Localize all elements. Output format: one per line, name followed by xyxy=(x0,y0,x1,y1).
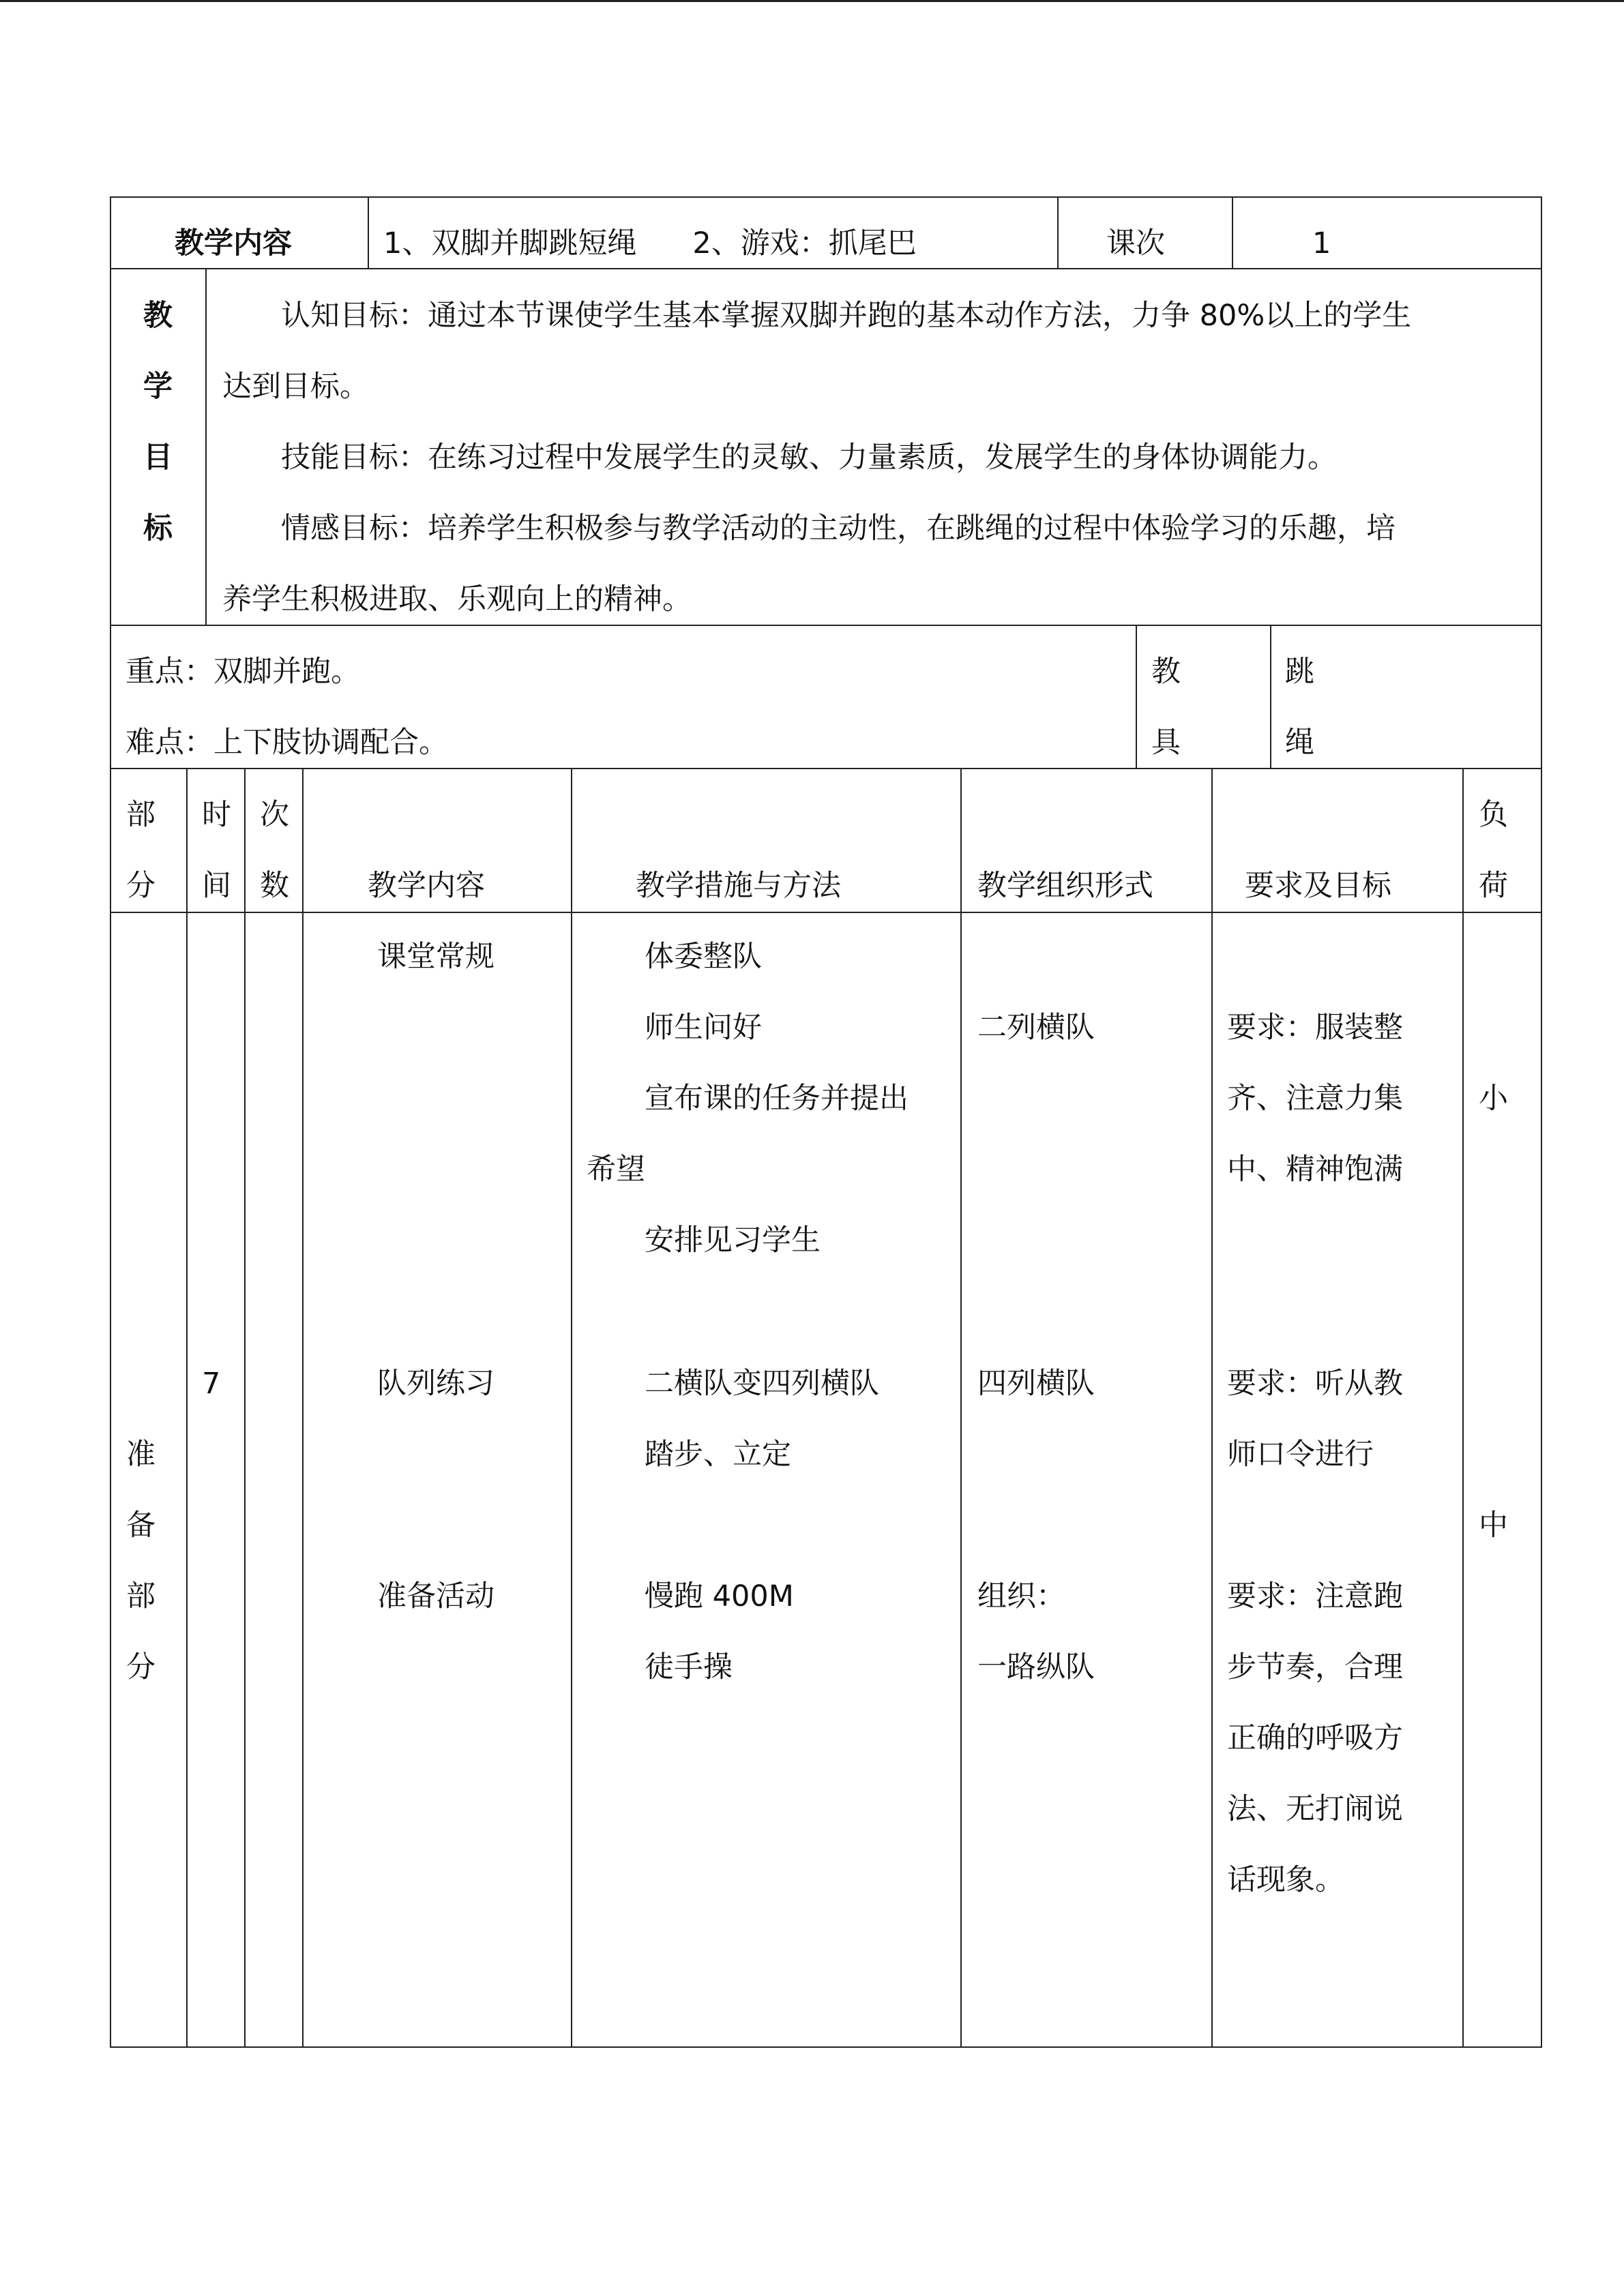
objective-line: 认知目标：通过本节课使学生基本掌握双脚并跑的基本动作方法，力争 80%以上的学生 xyxy=(281,299,1412,333)
rule xyxy=(110,196,1542,198)
rule xyxy=(1057,196,1059,269)
col-requirements: 要求及目标 xyxy=(1245,869,1391,903)
row-load: 中 xyxy=(1479,1508,1508,1542)
objectives-label-char: 教 xyxy=(143,299,173,333)
col-time-char: 时 xyxy=(202,798,231,832)
equipment-value-char: 绳 xyxy=(1285,726,1314,760)
section-part-char: 备 xyxy=(126,1508,156,1542)
row-requirement: 话现象。 xyxy=(1227,1863,1344,1897)
row-organization: 二列横队 xyxy=(977,1011,1095,1045)
col-methods: 教学措施与方法 xyxy=(636,869,841,903)
row-method: 二横队变四列横队 xyxy=(645,1367,879,1401)
rule xyxy=(205,268,207,625)
row-method: 体委整队 xyxy=(645,940,762,974)
row-method: 希望 xyxy=(587,1152,645,1187)
content-value: 1、双脚并脚跳短绳 2、游戏：抓尾巴 xyxy=(383,226,917,260)
content-label: 教学内容 xyxy=(175,226,292,260)
row-requirement: 师口令进行 xyxy=(1227,1437,1374,1472)
key-point: 重点：双脚并跑。 xyxy=(126,655,360,689)
equipment-label-char: 教 xyxy=(1151,655,1181,689)
col-part-char: 部 xyxy=(126,798,156,832)
section-part-char: 部 xyxy=(126,1579,156,1613)
row-method: 安排见习学生 xyxy=(645,1223,821,1257)
row-organization: 组织： xyxy=(977,1579,1065,1613)
rule xyxy=(1232,196,1233,269)
equipment-label-char: 具 xyxy=(1151,726,1181,760)
page-top-border xyxy=(0,0,1624,2)
section-time: 7 xyxy=(202,1367,221,1401)
row-requirement: 步节奏，合理 xyxy=(1227,1650,1403,1684)
row-content: 课堂常规 xyxy=(377,940,494,974)
objectives-label-char: 标 xyxy=(143,511,173,546)
objectives-label-char: 学 xyxy=(143,370,173,404)
rule xyxy=(244,768,246,2047)
row-requirement: 要求：听从教 xyxy=(1227,1367,1403,1401)
row-requirement: 正确的呼吸方 xyxy=(1227,1721,1403,1755)
section-part-char: 分 xyxy=(126,1650,156,1684)
objectives-label-char: 目 xyxy=(143,441,173,475)
objective-line: 达到目标。 xyxy=(222,370,369,404)
rule xyxy=(960,768,962,2047)
rule xyxy=(571,768,572,2047)
rule xyxy=(110,268,1542,269)
rule xyxy=(1270,625,1271,769)
rule xyxy=(186,768,188,2047)
rule xyxy=(1462,768,1464,2047)
section-part-char: 准 xyxy=(126,1437,156,1472)
row-method: 师生问好 xyxy=(645,1011,762,1045)
col-count-char: 次 xyxy=(260,798,289,832)
row-requirement: 要求：服装整 xyxy=(1227,1011,1403,1045)
row-requirement: 齐、注意力集 xyxy=(1227,1082,1403,1116)
rule xyxy=(110,912,1542,913)
row-method: 慢跑 400M xyxy=(645,1579,794,1613)
row-content: 准备活动 xyxy=(377,1579,494,1613)
rule xyxy=(110,768,1542,769)
col-content: 教学内容 xyxy=(368,869,485,903)
col-time-char: 间 xyxy=(202,869,231,903)
objective-line: 情感目标：培养学生积极参与教学活动的主动性，在跳绳的过程中体验学习的乐趣，培 xyxy=(281,511,1396,546)
row-method: 徒手操 xyxy=(645,1650,733,1684)
col-part-char: 分 xyxy=(126,869,156,903)
equipment-value-char: 跳 xyxy=(1285,655,1314,689)
row-method: 踏步、立定 xyxy=(645,1437,791,1472)
row-content: 队列练习 xyxy=(377,1367,494,1401)
rule xyxy=(110,2046,1542,2048)
rule xyxy=(302,768,304,2047)
row-load: 小 xyxy=(1479,1082,1508,1116)
rule xyxy=(110,196,111,2048)
lesson-value: 1 xyxy=(1312,226,1331,260)
objective-line: 技能目标：在练习过程中发展学生的灵敏、力量素质，发展学生的身体协调能力。 xyxy=(281,441,1337,475)
rule xyxy=(1136,625,1137,769)
col-organization: 教学组织形式 xyxy=(977,869,1153,903)
rule xyxy=(110,625,1542,626)
row-method: 宣布课的任务并提出 xyxy=(645,1082,909,1116)
col-load-char: 荷 xyxy=(1479,869,1508,903)
rule xyxy=(1211,768,1213,2047)
row-requirement: 中、精神饱满 xyxy=(1227,1152,1403,1187)
row-organization: 四列横队 xyxy=(977,1367,1095,1401)
row-requirement: 法、无打闹说 xyxy=(1227,1792,1403,1826)
col-load-char: 负 xyxy=(1479,798,1508,832)
objective-line: 养学生积极进取、乐观向上的精神。 xyxy=(222,582,692,616)
col-count-char: 数 xyxy=(260,869,289,903)
rule xyxy=(368,196,369,269)
row-requirement: 要求：注意跑 xyxy=(1227,1579,1403,1613)
lesson-label: 课次 xyxy=(1106,226,1165,260)
row-organization: 一路纵队 xyxy=(977,1650,1095,1684)
rule xyxy=(1541,196,1542,2048)
difficulty: 难点：上下肢协调配合。 xyxy=(126,726,448,760)
